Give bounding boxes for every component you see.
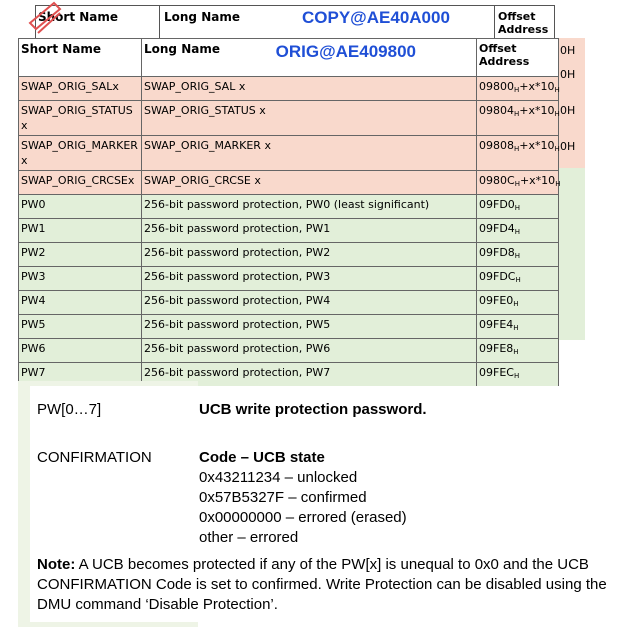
offset-suffix: +x*10 — [519, 104, 555, 117]
offset-value: 09FE0 — [479, 294, 514, 307]
offset-value: 09FDC — [479, 270, 516, 283]
long-name-cell: SWAP_ORIG_CRCSE x — [142, 171, 477, 195]
protection-note — [37, 555, 617, 615]
copy-offset-stub: 0H — [560, 68, 576, 81]
table-row — [19, 291, 559, 315]
offset-cell: $09FDC_H$ — [477, 267, 559, 291]
offset-cell: $09FD0_H$ — [477, 195, 559, 219]
copy-offset-stub: 0H — [560, 104, 576, 117]
offset-cell: $09FE0_H$ — [477, 291, 559, 315]
offset-cell: $09800_H+x*10_H$ — [477, 77, 559, 101]
copy-short-name-header: Short Name — [38, 10, 119, 24]
code-line: other – errored — [199, 529, 299, 546]
short-name-cell: PW2 — [19, 243, 142, 267]
table-row — [19, 136, 559, 171]
confirmation-heading: Code – UCB state — [199, 449, 325, 466]
pw-definition: UCB write protection password. — [199, 401, 427, 418]
note-text: A UCB becomes protected if any of the PW[x] is unequal to 0x0 and the UCB CONFIRMATION Code is set to confirmed. Write Protection can be disabled using the DMU command ‘Disable Protection’. — [37, 556, 607, 613]
orig-short-name-header: Short Name — [19, 39, 142, 77]
long-name-cell: 256-bit password protection, PW1 — [142, 219, 477, 243]
long-name-cell: 256-bit password protection, PW6 — [142, 339, 477, 363]
offset-value: 09FD4 — [479, 222, 515, 235]
offset-suffix: +x*10 — [519, 139, 555, 152]
code-line: 0x43211234 – unlocked — [199, 469, 358, 486]
orig-table-title: ORIG@AE409800 — [275, 42, 416, 61]
short-name-cell: PW7 — [19, 363, 142, 387]
short-name-cell: PW6 — [19, 339, 142, 363]
copy-table-header — [36, 6, 554, 40]
ribbon-mark-icon — [24, 0, 84, 55]
pw-term: PW[0…7] — [37, 401, 102, 418]
short-name-cell: SWAP_ORIG_SALx — [19, 77, 142, 101]
offset-value: 09FD8 — [479, 246, 515, 259]
long-name-cell: SWAP_ORIG_STATUS x — [142, 101, 477, 136]
offset-value: 09808 — [479, 139, 514, 152]
table-row — [19, 101, 559, 136]
offset-value: 09FE4 — [479, 318, 514, 331]
orig-table-header — [19, 39, 559, 77]
copy-green-stub — [557, 168, 585, 340]
offset-value: 0980C — [479, 174, 515, 187]
copy-offset-header: Offset Address — [498, 10, 549, 36]
long-name-cell: SWAP_ORIG_SAL x — [142, 77, 477, 101]
short-name-cell: SWAP_ORIG_STATUSx — [19, 101, 142, 136]
note-label: Note: — [37, 556, 76, 573]
long-name-cell: 256-bit password protection, PW4 — [142, 291, 477, 315]
short-name-cell: PW4 — [19, 291, 142, 315]
long-name-cell: 256-bit password protection, PW0 (least significant) — [142, 195, 477, 219]
long-name-cell: SWAP_ORIG_MARKER x — [142, 136, 477, 171]
table-row — [19, 171, 559, 195]
confirmation-term: CONFIRMATION — [37, 449, 152, 466]
copy-table-title: COPY@AE40A000 — [302, 8, 450, 27]
offset-cell: $09804_H+x*10_H$ — [477, 101, 559, 136]
offset-cell: $09FD4_H$ — [477, 219, 559, 243]
long-name-cell: 256-bit password protection, PW5 — [142, 315, 477, 339]
table-row — [19, 243, 559, 267]
offset-cell: $09FEC_H$ — [477, 363, 559, 387]
offset-suffix: +x*10 — [519, 174, 556, 187]
short-name-cell: PW5 — [19, 315, 142, 339]
offset-cell: $09FE8_H$ — [477, 339, 559, 363]
short-name-cell: SWAP_ORIG_CRCSEx — [19, 171, 142, 195]
short-name-cell: PW1 — [19, 219, 142, 243]
offset-suffix: +x*10 — [519, 80, 555, 93]
copy-offset-stub: 0H — [560, 140, 576, 153]
table-row — [19, 339, 559, 363]
offset-cell: $0980C_H+x*10_H$ — [477, 171, 559, 195]
table-row — [19, 219, 559, 243]
offset-value: 09FEC — [479, 366, 514, 379]
offset-value: 09800 — [479, 80, 514, 93]
offset-cell: $09FE4_H$ — [477, 315, 559, 339]
copy-offset-stub: 0H — [560, 44, 576, 57]
long-name-cell: 256-bit password protection, PW3 — [142, 267, 477, 291]
orig-long-name-label: Long Name — [144, 42, 220, 56]
code-line: 0x00000000 – errored (erased) — [199, 509, 407, 526]
orig-table-body — [19, 77, 559, 411]
offset-value: 09FD0 — [479, 198, 515, 211]
code-line: 0x57B5327F – confirmed — [199, 489, 367, 506]
orig-table — [18, 38, 559, 411]
short-name-cell: PW3 — [19, 267, 142, 291]
orig-long-name-header — [142, 39, 477, 77]
short-name-cell: PW0 — [19, 195, 142, 219]
copy-long-name-header: Long Name — [164, 10, 240, 24]
short-name-cell: SWAP_ORIG_MARKERx — [19, 136, 142, 171]
offset-cell: $09FD8_H$ — [477, 243, 559, 267]
table-row — [19, 77, 559, 101]
offset-value: 09FE8 — [479, 342, 514, 355]
table-row — [19, 267, 559, 291]
long-name-cell: 256-bit password protection, PW7 — [142, 363, 477, 387]
long-name-cell: 256-bit password protection, PW2 — [142, 243, 477, 267]
orig-offset-header: Offset Address — [477, 39, 559, 77]
offset-cell: $09808_H+x*10_H$ — [477, 136, 559, 171]
offset-value: 09804 — [479, 104, 514, 117]
table-row — [19, 315, 559, 339]
table-row — [19, 195, 559, 219]
